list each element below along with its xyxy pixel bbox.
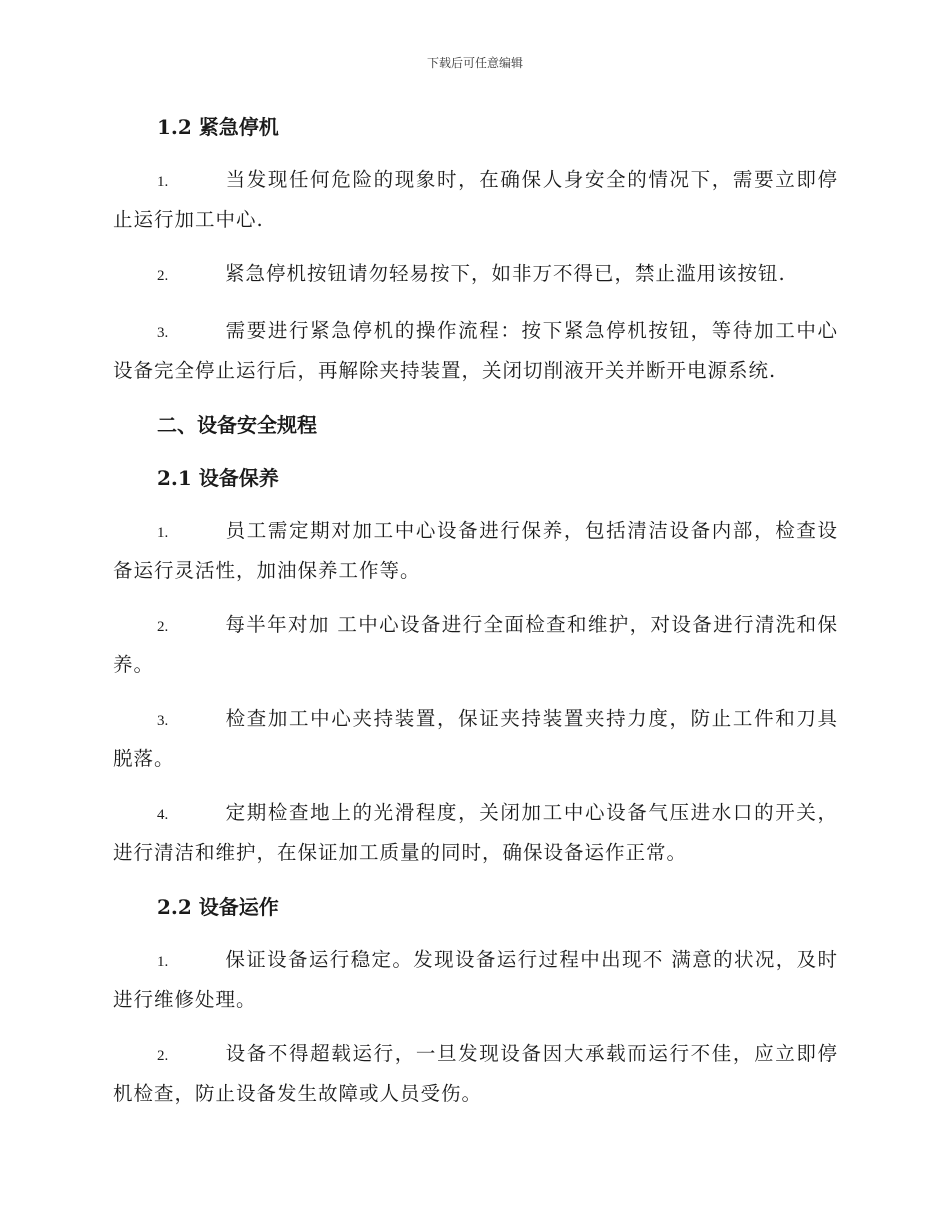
item-text: 检查加工中心夹持装置，保证夹持装置夹持力度，防止工件和刀具脱落。 — [113, 707, 838, 770]
list-item — [113, 794, 838, 871]
item-number: 1. — [157, 174, 169, 190]
item-text: 设备不得超载运行，一旦发现设备因大承载而运行不佳，应立即停机检查，防止设备发生故障或人员受伤。 — [113, 1042, 838, 1105]
item-number: 2. — [157, 1048, 169, 1064]
list-item — [113, 512, 838, 589]
item-text: 每半年对加 工中心设备进行全面检查和维护，对设备进行清洗和保养。 — [113, 613, 838, 676]
item-number: 4. — [157, 807, 169, 823]
list-item — [113, 1035, 838, 1112]
item-number: 1. — [157, 525, 169, 541]
item-text: 需要进行紧急停机的操作流程：按下紧急停机按钮，等待加工中心设备完全停止运行后，再解除夹持装置，关闭切削液开关并断开电源系统. — [113, 319, 838, 382]
section-heading-maintenance: 2.1 设备保养 — [157, 466, 279, 490]
item-text: 定期检查地上的光滑程度，关闭加工中心设备气压进水口的开关，进行清洁和维护，在保证加工质量的同时，确保设备运作正常。 — [113, 801, 838, 864]
list-item — [113, 255, 838, 295]
item-number: 3. — [157, 713, 169, 729]
section-heading-emergency-stop: 1.2 紧急停机 — [157, 115, 279, 139]
item-number: 2. — [157, 619, 169, 635]
section-heading-operation: 2.2 设备运作 — [157, 895, 279, 919]
list-item — [113, 941, 838, 1018]
item-text: 紧急停机按钮请勿轻易按下，如非万不得已，禁止滥用该按钮. — [225, 262, 786, 285]
list-item — [113, 312, 838, 389]
chapter-heading-equipment-safety: 二、设备安全规程 — [157, 413, 317, 437]
document-body — [113, 108, 838, 1129]
item-number: 2. — [157, 268, 169, 284]
item-text: 员工需定期对加工中心设备进行保养，包括清洁设备内部，检查设备运行灵活性，加油保养工作等。 — [113, 519, 838, 582]
list-item — [113, 700, 838, 777]
page-header: 下载后可任意编辑 — [426, 56, 523, 70]
item-text: 当发现任何危险的现象时，在确保人身安全的情况下，需要立即停止运行加工中心. — [113, 168, 838, 231]
list-item — [113, 606, 838, 683]
list-item — [113, 161, 838, 238]
item-number: 3. — [157, 325, 169, 341]
item-number: 1. — [157, 954, 169, 970]
item-text: 保证设备运行稳定。发现设备运行过程中出现不 满意的状况，及时进行维修处理。 — [113, 948, 838, 1011]
